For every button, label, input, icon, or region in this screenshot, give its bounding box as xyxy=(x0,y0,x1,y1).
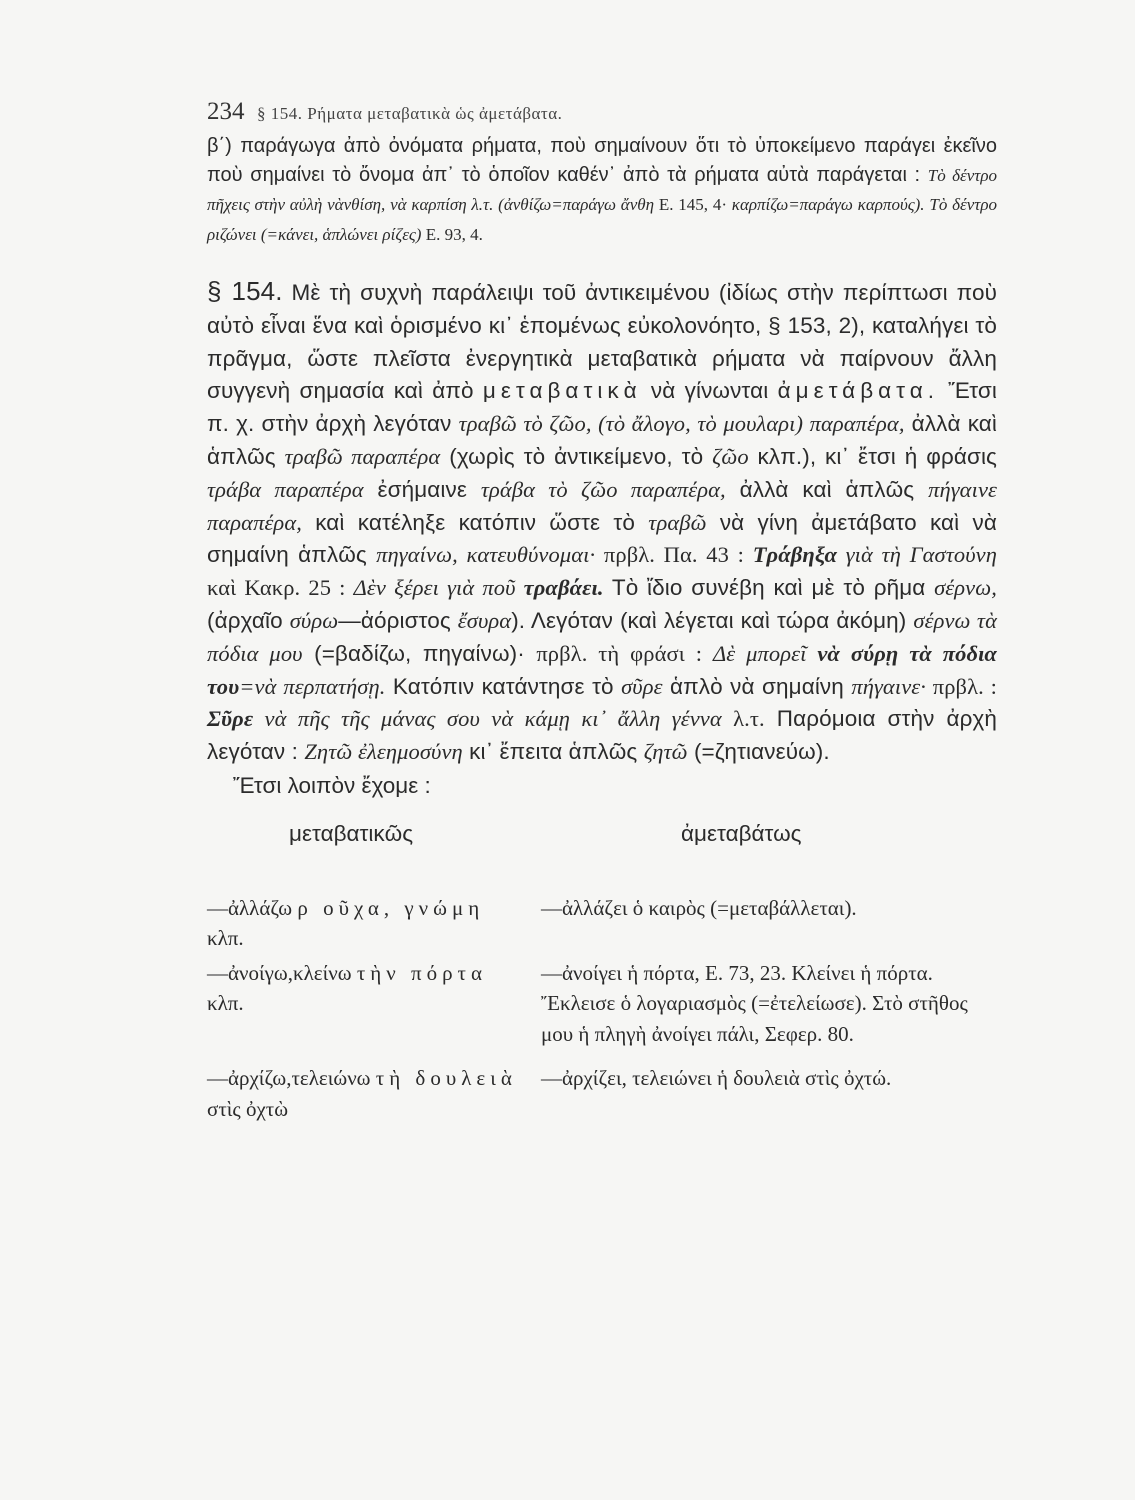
summary-line: Ἔτσι λοιπὸν ἔχομε : xyxy=(233,772,431,798)
example-text: ἔσυρα xyxy=(457,607,512,633)
intro-source: Ε. 93, 4. xyxy=(421,224,483,244)
verb-text: στὶς ὀχτὼ xyxy=(207,1096,289,1121)
spaced-term: μεταβατικὰ xyxy=(482,378,642,404)
bold-example: Τράβηξα xyxy=(752,542,838,568)
example-text: τραβῶ παραπέρα xyxy=(284,443,441,469)
transitive-example xyxy=(207,958,541,1050)
source-reference: πρβλ. τὴ φράσι : xyxy=(536,640,713,666)
paragraph-text: —ἀόριστος xyxy=(338,607,458,633)
example-text: πήγαινε παραπέρα, xyxy=(207,476,997,535)
intro-example: Τὸ δέντρο ριζώνει (=κάνει, ἁπλώνει ρίζες) xyxy=(207,195,998,244)
example-text: σέρνω τὰ πόδια μου xyxy=(207,607,997,666)
spaced-term: ἀμετάβατα. xyxy=(777,378,939,404)
paragraph-text: κλπ.), κι᾽ ἔτσι ἡ φράσις xyxy=(748,443,997,469)
comparison-row xyxy=(207,893,997,954)
example-text: σέρνω, xyxy=(934,575,997,601)
verb-text: κλπ. xyxy=(207,926,244,951)
transitive-example xyxy=(207,1063,541,1124)
comparison-table xyxy=(207,893,997,1125)
paragraph-text: κι᾽ ἔπειτα ἁπλῶς xyxy=(462,739,644,765)
column-header-transitive: μεταβατικῶς xyxy=(289,820,414,846)
intro-paragraph xyxy=(207,132,997,249)
book-page xyxy=(207,98,997,1128)
object-text: τὴν πόρτα xyxy=(356,960,488,985)
paragraph-text: ἁπλὸ νὰ σημαίνη xyxy=(662,673,852,699)
example-text: πήγαινε· xyxy=(851,673,926,699)
intransitive-example: —ἀνοίγει ἡ πόρτα, Ε. 73, 23. Κλείνει ἡ πόρτα. Ἔκλεισε ὁ λογαριασμὸς (=ἐτελείωσε). Στὸ στῆθος μου ἡ πληγὴ ἀνοίγει πάλι, Σεφερ. 80. xyxy=(541,960,968,1046)
page-number: 234 xyxy=(207,98,245,125)
example-text: πηγαίνω, κατευθύνομαι· xyxy=(376,542,596,568)
verb-text: —ἀνοίγω,κλείνω xyxy=(207,960,357,985)
paragraph-text: (χωρὶς τὸ ἀντικείμενο, τὸ xyxy=(440,443,713,469)
verb-text: —ἀρχίζω,τελειώνω xyxy=(207,1066,376,1091)
paragraph-text: ἐσήμαινε xyxy=(363,476,481,502)
intransitive-example: —ἀρχίζει, τελειώνει ἡ δουλειὰ στὶς ὀχτώ. xyxy=(541,1066,892,1091)
example-text: τράβα τὸ ζῶο παραπέρα, xyxy=(480,476,726,502)
verb-text: —ἀλλάζω xyxy=(207,895,298,920)
source-reference: πρβλ. : xyxy=(925,673,997,699)
column-header-intransitive: ἀμεταβάτως xyxy=(681,820,802,846)
paragraph-text: Τὸ ἴδιο συνέβη καὶ μὲ τὸ ρῆμα xyxy=(603,575,935,601)
example-text: Δὲ μπορεῖ xyxy=(712,640,818,666)
example-text: τραβῶ τὸ ζῶο, (τὸ ἄλογο, τὸ μουλαρι) παραπέρα, xyxy=(458,411,905,437)
paragraph-text: Ἔτσι π. χ. στὴν ἀρχὴ λεγόταν xyxy=(207,378,997,437)
bold-example: τραβάει. xyxy=(523,575,604,601)
comparison-row xyxy=(207,958,997,1050)
example-text: τράβα παραπέρα xyxy=(207,476,364,502)
paragraph-text: Κατόπιν κατάντησε τὸ xyxy=(385,673,622,699)
intransitive-example: —ἀλλάζει ὁ καιρὸς (=μεταβάλλεται). xyxy=(541,895,857,920)
example-text: =νὰ περπατήσῃ. xyxy=(239,673,386,699)
example-text: ζῶο xyxy=(712,443,749,469)
paragraph-text: νὰ γίνη ἀμετάβατο καὶ νὰ σημαίνη ἁπλῶς xyxy=(207,509,997,568)
example-text: Δὲν ξέρει γιὰ ποῦ xyxy=(353,575,524,601)
paragraph-text: ἀλλὰ καὶ ἁπλῶς xyxy=(207,411,998,469)
paragraph-text: ). Λεγόταν (καὶ λέγεται καὶ τώρα ἀκόμη) xyxy=(511,607,914,633)
example-text: ζητῶ xyxy=(643,739,688,765)
intro-text: β΄) παράγωγα ἀπὸ ὀνόματα ρήματα, ποὺ σημαίνουν ὅτι τὸ ὑποκείμενο παράγει ἐκεῖνο ποὺ σημαίνει τὸ ὄνομα ἀπ᾽ τὸ ὁποῖον καθέν᾽ ἀπὸ τὰ ρήματα αὐτὰ παράγεται : xyxy=(207,135,997,186)
example-text: γιὰ τὴ Γαστούνη xyxy=(837,542,997,568)
running-title: § 154. Ρήματα μεταβατικὰ ὡς ἀμετάβατα. xyxy=(257,104,563,123)
paragraph-text: καὶ κατέληξε κατόπιν ὥστε τὸ xyxy=(301,509,649,535)
source-reference: λ.τ. xyxy=(721,706,765,732)
transitive-example xyxy=(207,893,541,954)
running-head xyxy=(207,98,997,132)
bold-example: νὰ σύρῃ τὰ πόδια του xyxy=(207,640,997,699)
section-number: § 154. xyxy=(207,276,283,306)
paragraph-text: Μὲ τὴ συχνὴ παράλειψι τοῦ ἀντικειμένου (ἰδίως στὴν περίπτωσι ποὺ αὐτὸ εἶναι ἕνα καὶ ὁρισμένο κι᾽ ἑπομένως εὐκολονόητο, § 153, 2), καταλήγει τὸ πρᾶγμα, ὥστε πλεῖστα ἐνεργητικὰ μεταβατικὰ ρήματα νὰ παίρνουν ἄλλη συγγενὴ σημασία καὶ ἀπὸ xyxy=(207,280,997,404)
paragraph-text: ἀλλὰ καὶ ἁπλῶς xyxy=(725,476,929,502)
paragraph-text: Παρόμοια στὴν ἀρχὴ λεγόταν : xyxy=(207,706,997,765)
example-text: τραβῶ xyxy=(648,509,707,535)
example-text: σῦρε xyxy=(621,673,663,699)
example-text: νὰ πῆς τῆς μάνας σου νὰ κάμῃ κι᾽ ἄλλη γέννα xyxy=(253,706,722,732)
object-text: τὴ δουλειὰ xyxy=(375,1066,517,1091)
paragraph-text: (=βαδίζω, πηγαίνω)· xyxy=(302,640,537,666)
intro-source: Ε. 145, 4· xyxy=(654,195,732,214)
example-text: σύρω xyxy=(289,607,339,633)
object-text: ρ οῦχα, γνώμη xyxy=(297,895,485,920)
bold-example: Σῦρε xyxy=(207,706,254,732)
section-154-paragraph xyxy=(207,275,997,769)
example-text: Ζητῶ ἐλεημοσύνη xyxy=(304,739,463,765)
paragraph-text: νὰ γίνωνται xyxy=(641,378,778,404)
source-reference: πρβλ. Πα. 43 : xyxy=(595,542,753,568)
paragraph-text: (=ζητιανεύω). xyxy=(687,739,830,765)
intro-example: Τὸ δέντρο πῆχεις στὴν αὐλὴ νὰνθίση, νὰ καρπίση λ.τ. (ἀνθίζω=παράγω ἄνθη xyxy=(207,165,997,214)
source-reference: καὶ Κακρ. 25 : xyxy=(207,575,354,601)
column-headers xyxy=(207,821,997,861)
paragraph-text: (ἀρχαῖο xyxy=(207,607,290,633)
intro-example: καρπίζω=παράγω καρπούς). xyxy=(731,195,925,214)
verb-text: κλπ. xyxy=(207,991,244,1016)
comparison-row xyxy=(207,1063,997,1124)
